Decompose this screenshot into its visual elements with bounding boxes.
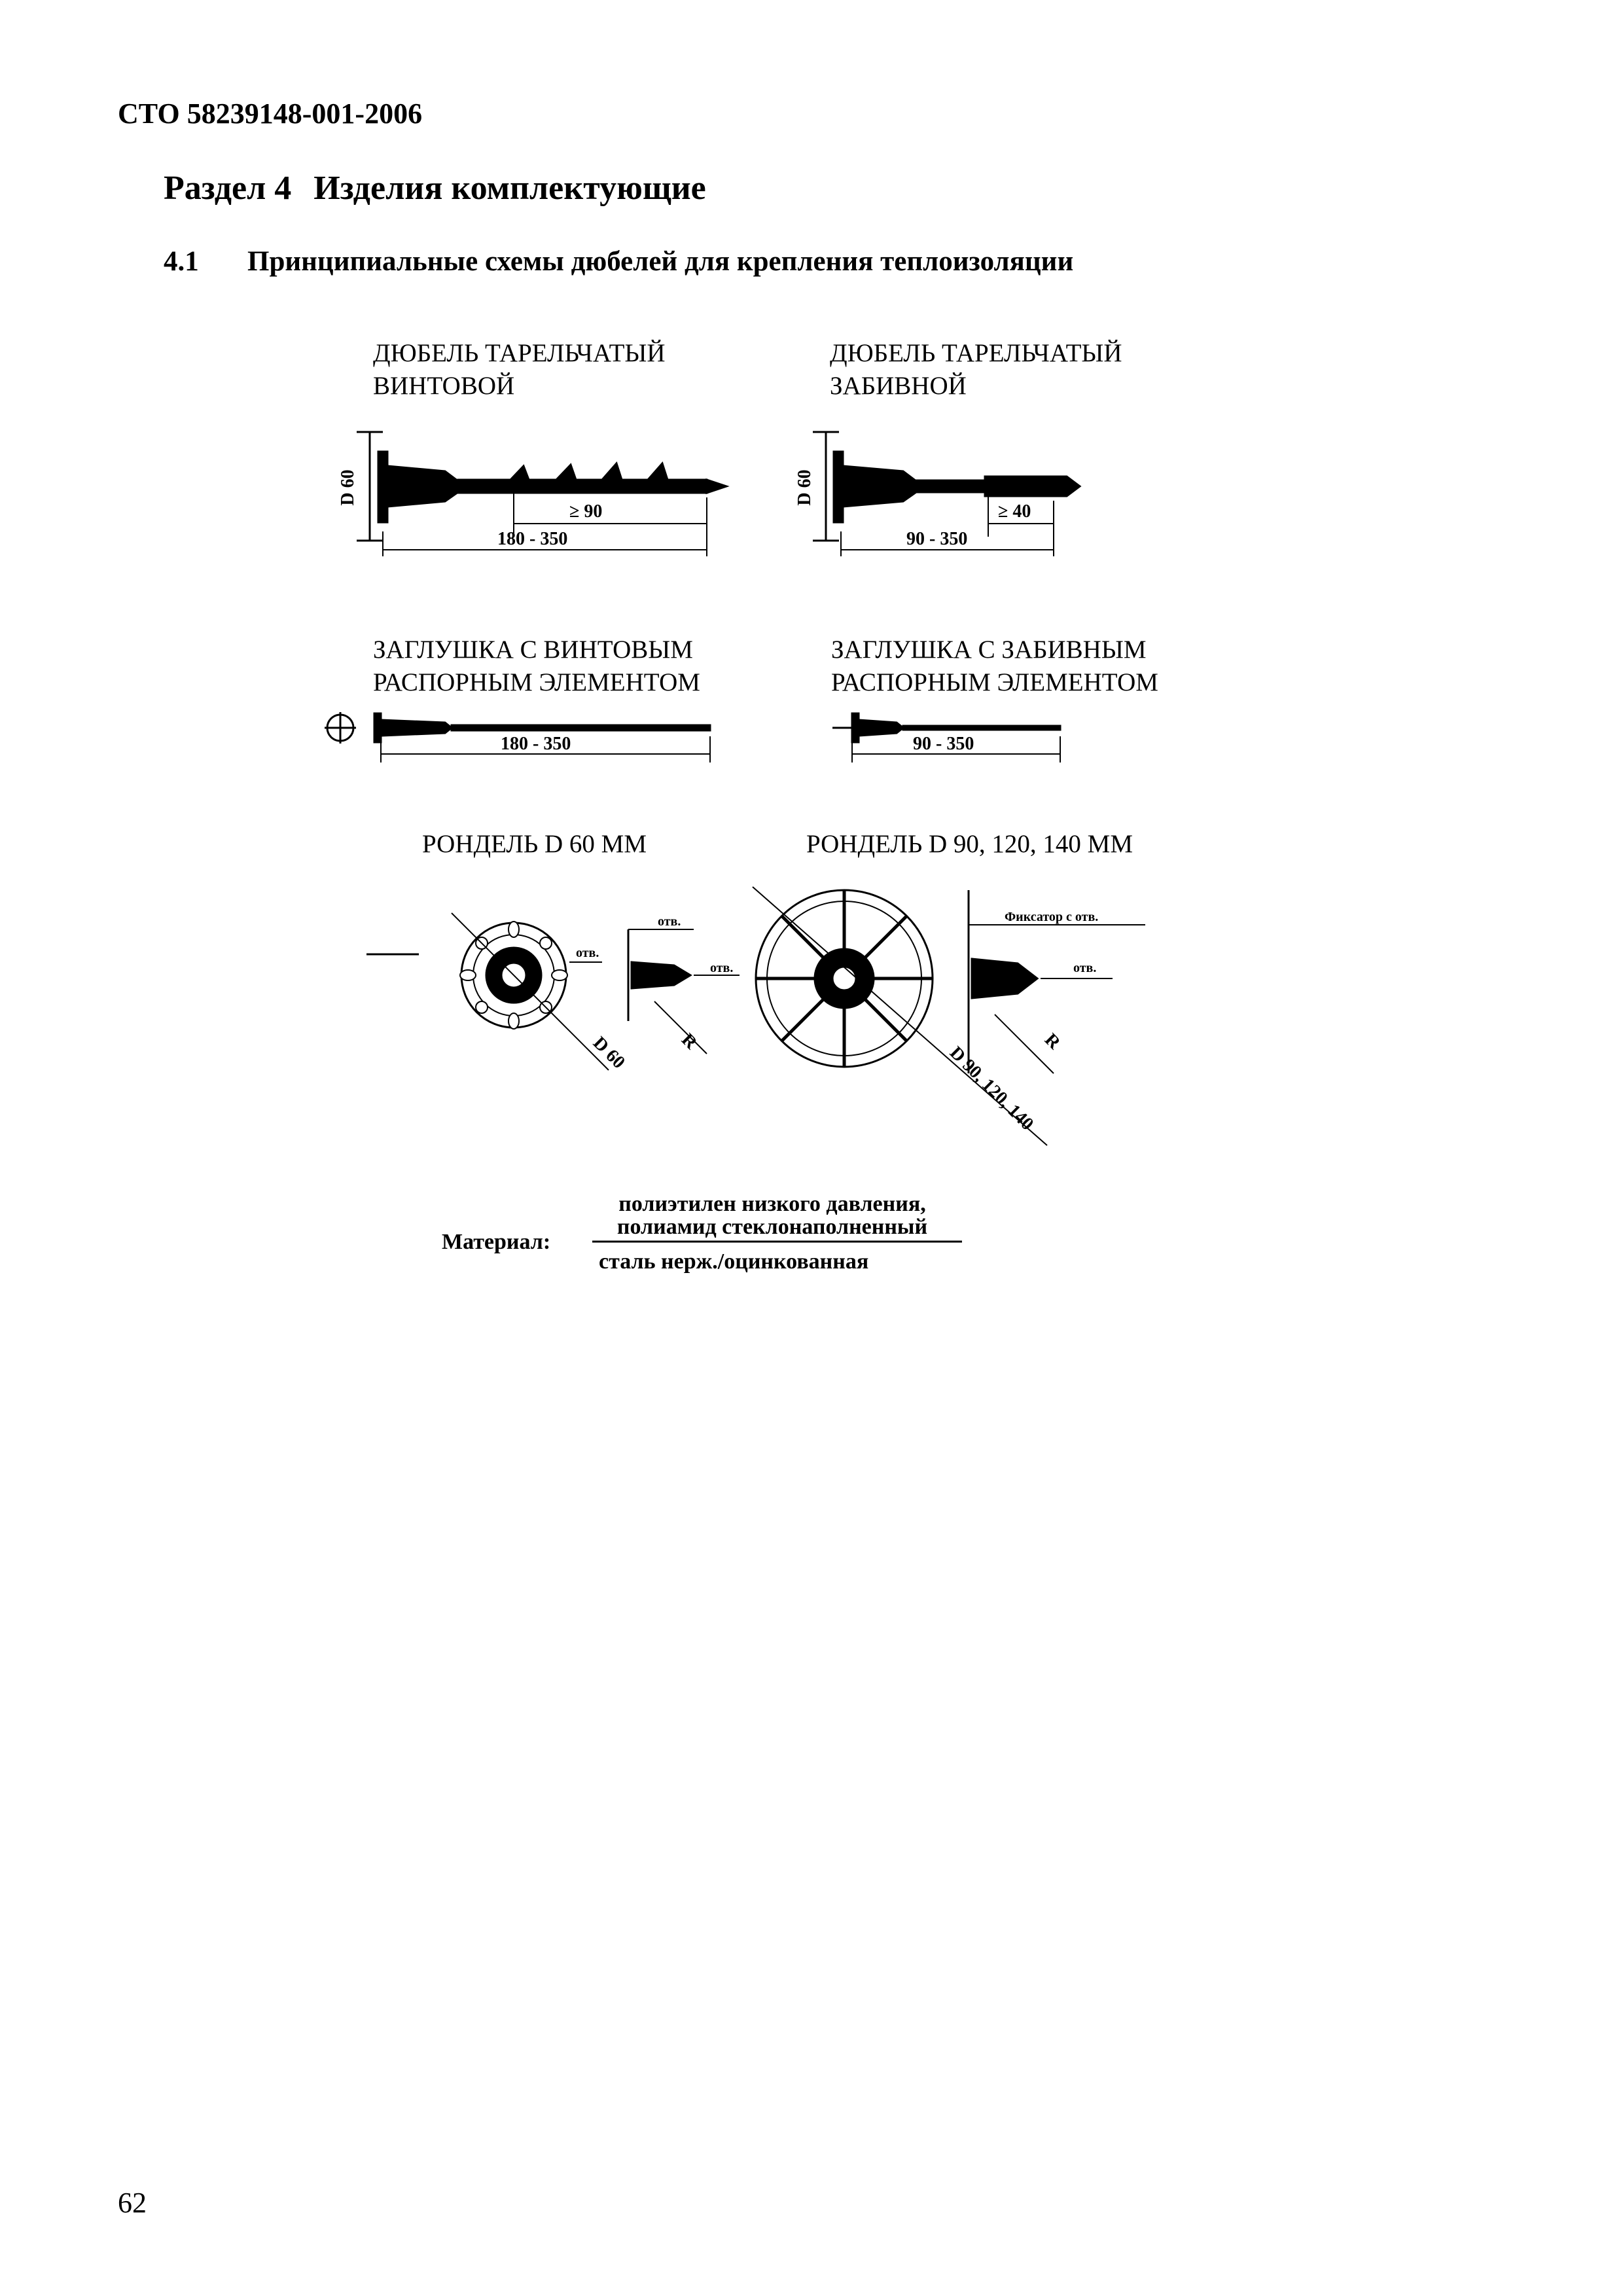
washer-large-fixator-label: Фиксатор с отв. (1005, 910, 1099, 924)
washer-large-drawing (753, 887, 1145, 1145)
page-number: 62 (118, 2187, 147, 2219)
subsection-title: Принципиальные схемы дюбелей для крепления теплоизоляции (247, 246, 1074, 277)
material-label: Материал: (442, 1230, 551, 1254)
washer-large-diameter: D 90, 120, 140 (946, 1043, 1038, 1135)
section-number: Раздел 4 (164, 170, 292, 207)
caption-line: ВИНТОВОЙ (373, 372, 515, 400)
nail-dowel-diameter: D 60 (794, 469, 815, 506)
screw-dowel-diameter: D 60 (338, 469, 358, 506)
washer-small-diameter: D 60 (589, 1033, 630, 1073)
screw-dowel-length: 180 - 350 (497, 529, 568, 549)
document-code: СТО 58239148-001-2006 (118, 98, 423, 130)
screw-dowel-min-length: ≥ 90 (569, 501, 603, 522)
subsection-number: 4.1 (164, 246, 199, 277)
caption-line: РАСПОРНЫМ ЭЛЕМЕНТОМ (831, 668, 1158, 696)
washer-large-hole-label: отв. (1073, 961, 1097, 975)
washer-small-hole-label-3: отв. (710, 961, 734, 975)
material-denominator: сталь нерж./оцинкованная (599, 1249, 869, 1274)
caption-line: ЗАГЛУШКА С ЗАБИВНЫМ (831, 636, 1147, 664)
caption-line: ДЮБЕЛЬ ТАРЕЛЬЧАТЫЙ (373, 339, 666, 367)
section-title: Изделия комплектующие (313, 170, 706, 207)
nail-plug-length: 90 - 350 (913, 734, 974, 754)
caption-line: ЗАБИВНОЙ (830, 372, 967, 400)
caption-line: РАСПОРНЫМ ЭЛЕМЕНТОМ (373, 668, 700, 696)
caption-washer-large: РОНДЕЛЬ D 90, 120, 140 ММ (806, 830, 1133, 858)
washer-small-hole-label: отв. (658, 914, 681, 929)
washer-large-radius: R (1041, 1030, 1065, 1054)
nail-dowel-length: 90 - 350 (906, 529, 968, 549)
screw-plug-length: 180 - 350 (501, 734, 571, 754)
material-numerator-line1: полиэтилен низкого давления, (618, 1192, 926, 1216)
caption-line: ЗАГЛУШКА С ВИНТОВЫМ (373, 636, 693, 664)
washer-small-radius: R (677, 1030, 702, 1054)
caption-washer-small: РОНДЕЛЬ D 60 ММ (422, 830, 647, 858)
washer-small-hole-label-2: отв. (576, 946, 599, 960)
caption-line: ДЮБЕЛЬ ТАРЕЛЬЧАТЫЙ (830, 339, 1122, 367)
material-numerator-line2: полиамид стеклонаполненный (616, 1215, 928, 1239)
nail-dowel-min-length: ≥ 40 (998, 501, 1031, 522)
